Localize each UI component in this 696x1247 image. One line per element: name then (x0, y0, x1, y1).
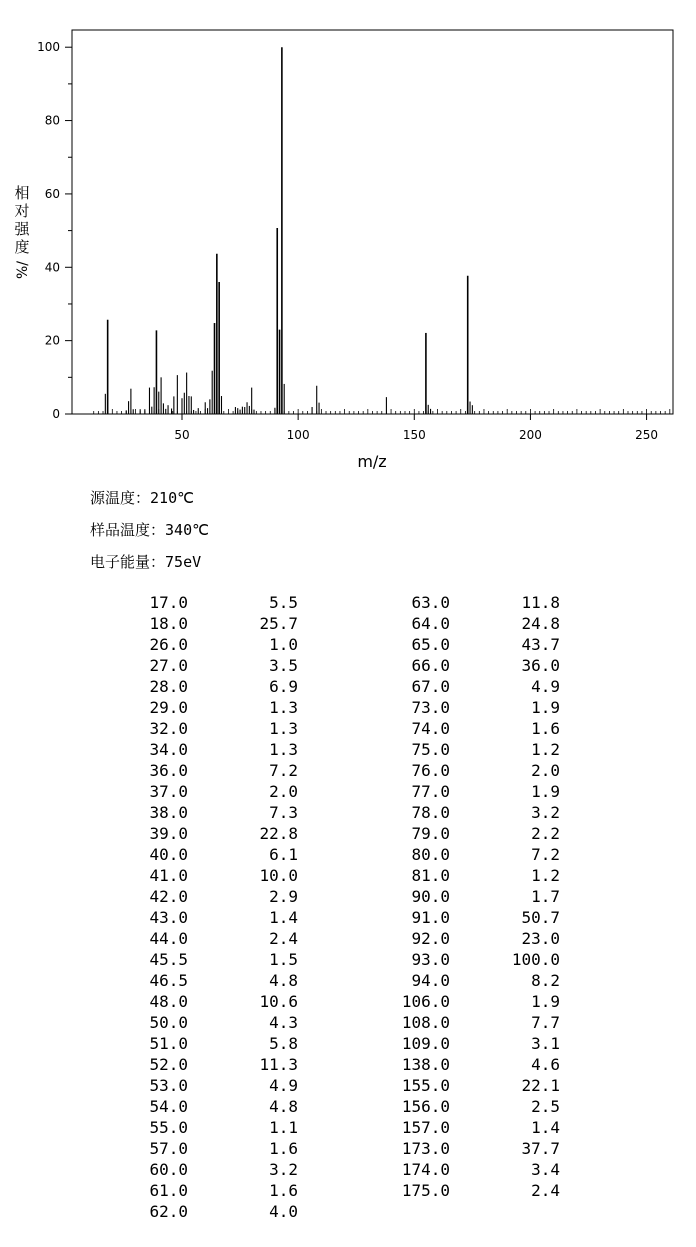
y-axis-label-unit: %/ (15, 260, 31, 280)
table-cell-mz: 93.0 (411, 950, 450, 969)
mass-spectrum-chart (0, 0, 696, 480)
source-temperature-value: 210℃ (150, 489, 194, 507)
table-cell-intensity: 43.7 (521, 635, 560, 654)
table-cell-intensity: 6.1 (269, 845, 298, 864)
table-cell-intensity: 2.5 (531, 1097, 560, 1116)
table-cell-mz: 43.0 (149, 908, 188, 927)
table-cell-mz: 173.0 (401, 1139, 450, 1158)
table-cell-mz: 67.0 (411, 677, 450, 696)
table-cell-mz: 106.0 (401, 992, 450, 1011)
table-cell-mz: 53.0 (149, 1076, 188, 1095)
table-cell-intensity: 7.2 (269, 761, 298, 780)
table-cell-intensity: 3.4 (531, 1160, 560, 1179)
table-cell-mz: 92.0 (411, 929, 450, 948)
table-cell-intensity: 11.8 (521, 593, 560, 612)
table-cell-mz: 90.0 (411, 887, 450, 906)
table-cell-mz: 57.0 (149, 1139, 188, 1158)
table-cell-mz: 55.0 (149, 1118, 188, 1137)
table-cell-intensity: 1.4 (269, 908, 298, 927)
table-cell-mz: 81.0 (411, 866, 450, 885)
table-cell-intensity: 5.5 (269, 593, 298, 612)
table-cell-intensity: 25.7 (259, 614, 298, 633)
table-cell-intensity: 1.4 (531, 1118, 560, 1137)
table-cell-intensity: 22.1 (521, 1076, 560, 1095)
table-cell-mz: 74.0 (411, 719, 450, 738)
table-cell-mz: 79.0 (411, 824, 450, 843)
peak-bars (105, 47, 472, 414)
table-cell-mz: 52.0 (149, 1055, 188, 1074)
table-cell-intensity: 100.0 (511, 950, 560, 969)
table-cell-intensity: 4.3 (269, 1013, 298, 1032)
table-cell-intensity: 1.9 (531, 782, 560, 801)
table-cell-intensity: 1.2 (531, 740, 560, 759)
table-cell-mz: 94.0 (411, 971, 450, 990)
x-tick-label: 250 (635, 428, 659, 442)
table-cell-mz: 62.0 (149, 1202, 188, 1221)
table-cell-intensity: 1.2 (531, 866, 560, 885)
table-cell-intensity: 1.5 (269, 950, 298, 969)
table-cell-mz: 175.0 (401, 1181, 450, 1200)
table-cell-intensity: 3.2 (269, 1160, 298, 1179)
table-cell-intensity: 7.2 (531, 845, 560, 864)
table-cell-mz: 61.0 (149, 1181, 188, 1200)
electron-energy (90, 551, 201, 572)
y-tick-label: 0 (52, 407, 60, 421)
table-cell-intensity: 1.9 (531, 698, 560, 717)
table-cell-intensity: 1.7 (531, 887, 560, 906)
table-cell-intensity: 2.9 (269, 887, 298, 906)
table-cell-mz: 109.0 (401, 1034, 450, 1053)
y-axis-label-char: 对 (14, 202, 30, 220)
table-cell-intensity: 24.8 (521, 614, 560, 633)
table-cell-intensity: 2.0 (269, 782, 298, 801)
table-cell-intensity: 2.4 (531, 1181, 560, 1200)
table-cell-mz: 138.0 (401, 1055, 450, 1074)
table-cell-intensity: 50.7 (521, 908, 560, 927)
table-cell-mz: 156.0 (401, 1097, 450, 1116)
y-axis-label-char: 强 (14, 220, 30, 238)
table-cell-intensity: 2.0 (531, 761, 560, 780)
x-tick-label: 150 (402, 428, 426, 442)
table-cell-intensity: 2.4 (269, 929, 298, 948)
y-tick-label: 20 (44, 333, 60, 348)
table-cell-mz: 77.0 (411, 782, 450, 801)
table-cell-intensity: 1.6 (531, 719, 560, 738)
table-cell-mz: 36.0 (149, 761, 188, 780)
table-cell-mz: 76.0 (411, 761, 450, 780)
y-tick-label: 80 (44, 113, 60, 128)
table-cell-intensity: 8.2 (531, 971, 560, 990)
table-cell-mz: 39.0 (149, 824, 188, 843)
y-tick-label: 100 (37, 40, 60, 55)
table-cell-intensity: 4.8 (269, 971, 298, 990)
table-cell-mz: 44.0 (149, 929, 188, 948)
table-cell-mz: 108.0 (401, 1013, 450, 1032)
x-axis-label: m/z (357, 452, 387, 471)
source-temperature (90, 487, 194, 508)
table-cell-intensity: 1.0 (269, 635, 298, 654)
table-cell-mz: 41.0 (149, 866, 188, 885)
table-cell-mz: 46.5 (149, 971, 188, 990)
table-cell-intensity: 1.3 (269, 719, 298, 738)
table-cell-intensity: 2.2 (531, 824, 560, 843)
table-cell-mz: 174.0 (401, 1160, 450, 1179)
source-temperature-label: 源温度： (90, 489, 151, 507)
table-cell-mz: 91.0 (411, 908, 450, 927)
table-cell-mz: 155.0 (401, 1076, 450, 1095)
table-cell-mz: 42.0 (149, 887, 188, 906)
y-axis-label (14, 184, 31, 279)
table-cell-intensity: 4.9 (269, 1076, 298, 1095)
table-cell-mz: 66.0 (411, 656, 450, 675)
table-cell-mz: 65.0 (411, 635, 450, 654)
table-cell-mz: 40.0 (149, 845, 188, 864)
table-cell-intensity: 23.0 (521, 929, 560, 948)
table-cell-intensity: 1.1 (269, 1118, 298, 1137)
x-axis-ticks (174, 414, 658, 442)
table-cell-mz: 18.0 (149, 614, 188, 633)
table-cell-intensity: 3.1 (531, 1034, 560, 1053)
x-minor-ticks (94, 409, 670, 414)
electron-energy-value: 75eV (165, 553, 202, 571)
table-cell-intensity: 6.9 (269, 677, 298, 696)
table-cell-intensity: 10.0 (259, 866, 298, 885)
table-cell-intensity: 1.6 (269, 1139, 298, 1158)
table-cell-mz: 28.0 (149, 677, 188, 696)
table-cell-mz: 64.0 (411, 614, 450, 633)
table-cell-mz: 73.0 (411, 698, 450, 717)
table-cell-mz: 38.0 (149, 803, 188, 822)
table-cell-intensity: 1.3 (269, 740, 298, 759)
table-cell-intensity: 3.5 (269, 656, 298, 675)
table-cell-mz: 75.0 (411, 740, 450, 759)
table-cell-mz: 27.0 (149, 656, 188, 675)
table-cell-mz: 54.0 (149, 1097, 188, 1116)
table-cell-mz: 34.0 (149, 740, 188, 759)
table-cell-intensity: 11.3 (259, 1055, 298, 1074)
x-tick-label: 100 (286, 428, 310, 442)
table-cell-mz: 51.0 (149, 1034, 188, 1053)
table-cell-mz: 26.0 (149, 635, 188, 654)
table-cell-mz: 17.0 (149, 593, 188, 612)
plot-frame (72, 30, 673, 414)
y-axis-label-char: 度 (14, 238, 30, 256)
table-cell-intensity: 1.9 (531, 992, 560, 1011)
table-cell-intensity: 3.2 (531, 803, 560, 822)
table-cell-intensity: 4.9 (531, 677, 560, 696)
x-tick-label: 50 (174, 428, 190, 442)
table-cell-mz: 50.0 (149, 1013, 188, 1032)
electron-energy-label: 电子能量： (90, 553, 166, 571)
table-cell-mz: 48.0 (149, 992, 188, 1011)
table-cell-intensity: 37.7 (521, 1139, 560, 1158)
table-cell-mz: 60.0 (149, 1160, 188, 1179)
table-cell-intensity: 10.6 (259, 992, 298, 1011)
table-cell-mz: 157.0 (401, 1118, 450, 1137)
x-tick-label: 200 (518, 428, 542, 442)
y-axis-ticks (37, 40, 72, 421)
sample-temperature-label: 样品温度： (90, 521, 166, 539)
table-cell-intensity: 7.3 (269, 803, 298, 822)
table-cell-mz: 63.0 (411, 593, 450, 612)
sample-temperature-value: 340℃ (165, 521, 209, 539)
table-cell-mz: 80.0 (411, 845, 450, 864)
y-tick-label: 40 (44, 260, 60, 275)
table-cell-mz: 37.0 (149, 782, 188, 801)
table-cell-intensity: 1.6 (269, 1181, 298, 1200)
table-cell-mz: 78.0 (411, 803, 450, 822)
sample-temperature (90, 519, 209, 540)
table-cell-intensity: 1.3 (269, 698, 298, 717)
table-cell-intensity: 7.7 (531, 1013, 560, 1032)
table-cell-intensity: 36.0 (521, 656, 560, 675)
table-cell-intensity: 5.8 (269, 1034, 298, 1053)
table-cell-intensity: 4.6 (531, 1055, 560, 1074)
table-cell-intensity: 22.8 (259, 824, 298, 843)
table-cell-intensity: 4.0 (269, 1202, 298, 1221)
y-axis-label-char: 相 (14, 184, 30, 202)
table-cell-mz: 45.5 (149, 950, 188, 969)
y-tick-label: 60 (44, 186, 60, 201)
table-cell-mz: 32.0 (149, 719, 188, 738)
table-cell-intensity: 4.8 (269, 1097, 298, 1116)
table-cell-mz: 29.0 (149, 698, 188, 717)
